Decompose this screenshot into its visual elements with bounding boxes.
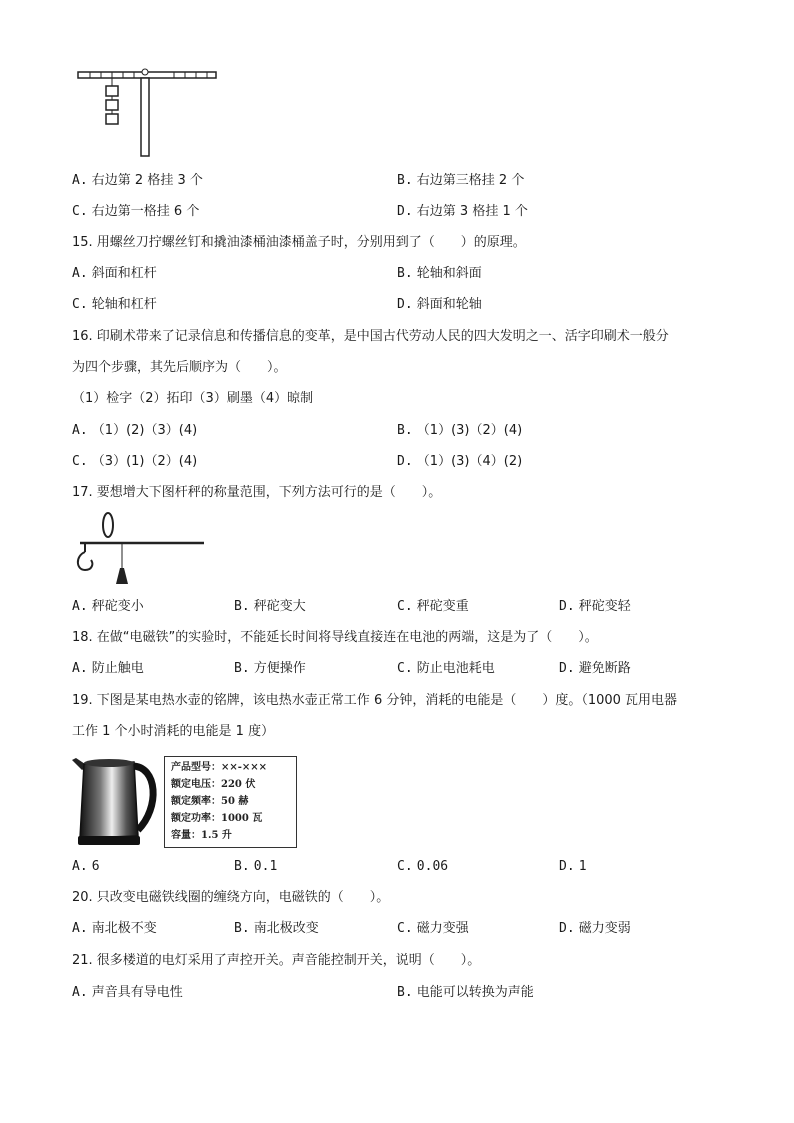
steelyard-ring <box>103 513 113 537</box>
q15-option-b: B. 轮轴和斜面 <box>397 266 482 281</box>
q19-option-b: B. 0.1 <box>234 859 278 874</box>
q17-option-c: C. 秤砣变重 <box>397 599 469 614</box>
q20-stem: 20. 只改变电磁铁线圈的缠绕方向，电磁铁的（ ）。 <box>72 890 390 905</box>
q20-option-a: A. 南北极不变 <box>72 921 157 936</box>
q19-option-d: D. 1 <box>559 859 587 874</box>
q18-option-b: B. 方便操作 <box>234 661 306 676</box>
q16-option-a: A. （1）(2)（3）(4) <box>72 423 198 438</box>
q15-stem: 15. 用螺丝刀拧螺丝钉和撬油漆桶油漆桶盖子时，分别用到了（ ）的原理。 <box>72 235 526 250</box>
q19-option-c: C. 0.06 <box>397 859 449 874</box>
q21-option-a: A. 声音具有导电性 <box>72 985 183 1000</box>
nameplate-line: 产品型号：××-××× <box>171 762 268 773</box>
q16-stem-line2: 为四个步骤，其先后顺序为（ ）。 <box>72 360 287 375</box>
q16-steps: （1）检字（2）拓印（3）刷墨（4）晾制 <box>72 391 314 406</box>
q19-stem-line2: 工作 1 个小时消耗的电能是 1 度） <box>72 724 275 739</box>
kettle-body <box>80 762 138 838</box>
q14-option-b: B. 右边第三格挂 2 个 <box>397 173 525 188</box>
hanging-weight <box>106 100 118 110</box>
q18-option-a: A. 防止触电 <box>72 661 144 676</box>
q16-option-d: D. （1）(3)（4）(2) <box>397 454 523 469</box>
kettle-base <box>78 836 140 845</box>
nameplate-line: 容量：1.5 升 <box>171 830 232 841</box>
steelyard-hook <box>78 552 92 570</box>
hanging-weight <box>106 86 118 96</box>
steelyard-figure <box>74 512 209 592</box>
q18-option-c: C. 防止电池耗电 <box>397 661 495 676</box>
nameplate-line: 额定频率：50 赫 <box>171 796 249 807</box>
q17-option-d: D. 秤砣变轻 <box>559 599 631 614</box>
q16-option-c: C. （3）(1)（2）(4) <box>72 454 198 469</box>
kettle-nameplate <box>164 756 297 848</box>
lever-figure <box>78 68 218 158</box>
q21-stem: 21. 很多楼道的电灯采用了声控开关。声音能控制开关，说明（ ）。 <box>72 953 481 968</box>
q14-option-d: D. 右边第 3 格挂 1 个 <box>397 204 528 219</box>
q20-option-b: B. 南北极改变 <box>234 921 319 936</box>
q17-stem: 17. 要想增大下图杆秤的称量范围，下列方法可行的是（ ）。 <box>72 485 442 500</box>
q20-option-d: D. 磁力变弱 <box>559 921 631 936</box>
electric-kettle-figure <box>72 752 160 848</box>
q15-option-a: A. 斜面和杠杆 <box>72 266 157 281</box>
q20-option-c: C. 磁力变强 <box>397 921 469 936</box>
q21-option-b: B. 电能可以转换为声能 <box>397 985 534 1000</box>
nameplate-line: 额定电压：220 伏 <box>171 779 256 790</box>
q18-option-d: D. 避免断路 <box>559 661 631 676</box>
q15-option-d: D. 斜面和轮轴 <box>397 297 482 312</box>
q14-option-c: C. 右边第一格挂 6 个 <box>72 204 200 219</box>
q14-option-a: A. 右边第 2 格挂 3 个 <box>72 173 203 188</box>
hanging-weight <box>106 114 118 124</box>
q17-option-a: A. 秤砣变小 <box>72 599 144 614</box>
q19-option-a: A. 6 <box>72 859 100 874</box>
q16-option-b: B. （1）(3)（2）(4) <box>397 423 523 438</box>
q16-stem-line1: 16. 印刷术带来了记录信息和传播信息的变革，是中国古代劳动人民的四大发明之一、活字印刷术一般分 <box>72 329 669 344</box>
q15-option-c: C. 轮轴和杠杆 <box>72 297 157 312</box>
q17-option-b: B. 秤砣变大 <box>234 599 306 614</box>
steelyard-counterweight <box>116 568 128 584</box>
q18-stem: 18. 在做“电磁铁”的实验时，不能延长时间将导线直接连在电池的两端，这是为了（ ）。 <box>72 630 598 645</box>
lever-stand <box>141 78 149 156</box>
nameplate-line: 额定功率：1000 瓦 <box>171 813 263 824</box>
q19-stem-line1: 19. 下图是某电热水壶的铭牌，该电热水壶正常工作 6 分钟，消耗的电能是（ ）度。（1000 瓦用电器 <box>72 693 678 708</box>
